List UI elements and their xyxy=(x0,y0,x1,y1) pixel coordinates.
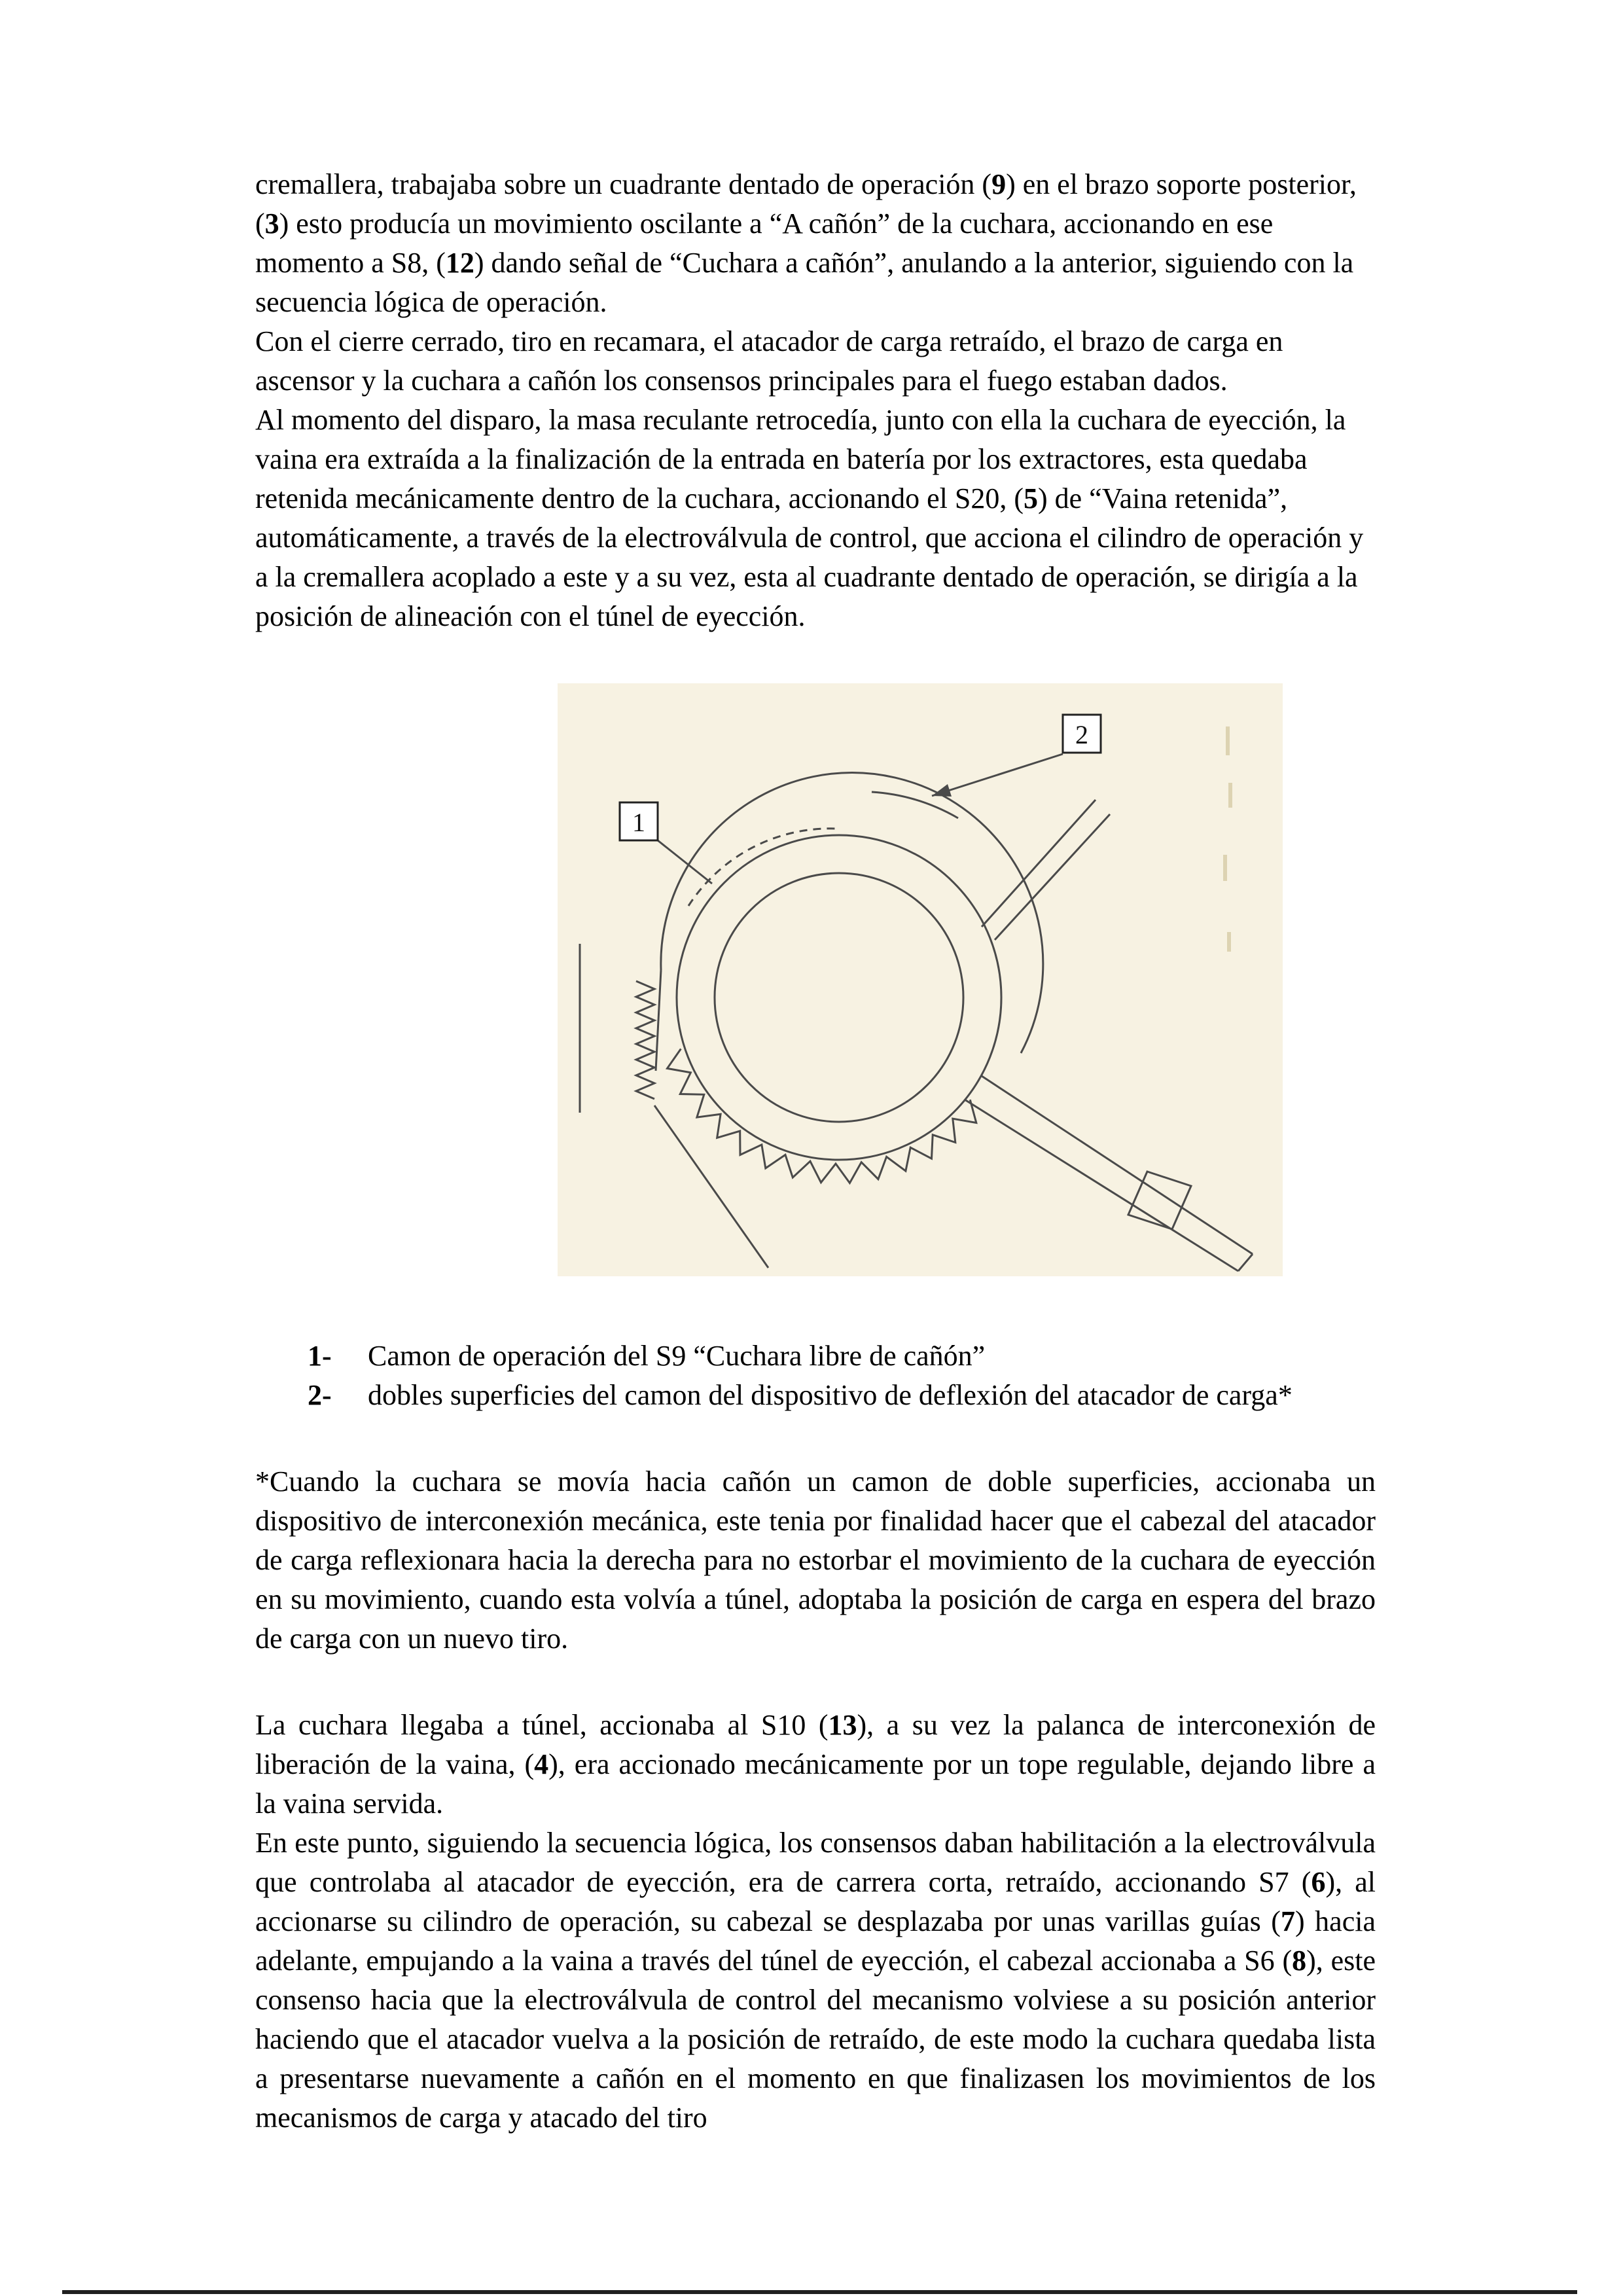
paragraph-cremallera: cremallera, trabajaba sobre un cuadrante dentado de operación (9) en el brazo soporte posterior, (3) esto producía un movimiento oscilante a “A cañón” de la cuchara, accionando en ese momento a S8, (12) dando señal de “Cuchara a cañón”, anulando a la anterior, siguiendo con la secuencia lógica de operación. xyxy=(255,168,1357,318)
paragraph-cuchara-tunel: La cuchara llegaba a túnel, accionaba al S10 (13), a su vez la palanca de interconexión de liberación de la vaina, (4), era accionado mecánicamente por un tope regulable, dejando libre a la vaina servida. xyxy=(255,1709,1376,1820)
list-item-text: dobles superficies del camon del dispositivo de deflexión del atacador de carga* xyxy=(368,1379,1293,1411)
figure-callout-2-label: 2 xyxy=(1075,720,1088,749)
paragraph-en-este-punto: En este punto, siguiendo la secuencia lógica, los consensos daban habilitación a la electroválvula que controlaba al atacador de eyección, era de carrera corta, retraído, accionando S7 (6), al accionarse su cilindro de operación, su cabezal se desplazaba por unas varillas guías (7) hacia adelante, empujando a la vaina a través del túnel de eyección, el cabezal accionaba a S6 (8), este consenso hacia que la electroválvula de control del mecanismo volviese a su posición anterior haciendo que el atacador vuelva a la posición de retraído, de este modo la cuchara quedaba lista a presentarse nuevamente a cañón en el momento en que finalizasen los movimientos de los mecanismos de carga y atacado del tiro xyxy=(255,1827,1376,2134)
list-item xyxy=(255,1376,1376,1415)
mechanism-diagram xyxy=(558,683,1283,1276)
scan-paper-background xyxy=(558,683,1283,1276)
scan-edge-line xyxy=(62,2290,1577,2294)
mechanism-figure xyxy=(558,683,1283,1276)
paragraph-cierre-cerrado: Con el cierre cerrado, tiro en recamara, el atacador de carga retraído, el brazo de carga en ascensor y la cuchara a cañón los consensos principales para el fuego estaban dados. xyxy=(255,325,1283,397)
document-page xyxy=(255,165,1376,2138)
list-item-text: Camon de operación del S9 “Cuchara libre de cañón” xyxy=(368,1340,986,1372)
list-item-number: 1- xyxy=(308,1340,332,1372)
list-item-number: 2- xyxy=(308,1379,332,1411)
paragraph-momento-disparo: Al momento del disparo, la masa reculante retrocedía, junto con ella la cuchara de eyección, la vaina era extraída a la finalización de la entrada en batería por los extractores, esta quedaba retenida mecánicamente dentro de la cuchara, accionando el S20, (5) de “Vaina retenida”, automáticamente, a través de la electroválvula de control, que acciona el cilindro de operación y a la cremallera acoplado a este y a su vez, esta al cuadrante dentado de operación, se dirigía a la posición de alineación con el túnel de eyección. xyxy=(255,404,1364,632)
figure-key-list xyxy=(255,1336,1376,1415)
intro-block xyxy=(255,165,1376,636)
closing-block xyxy=(255,1706,1376,2138)
paragraph-footnote-camon: *Cuando la cuchara se movía hacia cañón un camon de doble superficies, accionaba un dispositivo de interconexión mecánica, este tenia por finalidad hacer que el cabezal del atacador de carga reflexionara hacia la derecha para no estorbar el movimiento de la cuchara de eyección en su movimiento, cuando esta volvía a túnel, adoptaba la posición de carga en espera del brazo de carga con un nuevo tiro. xyxy=(255,1465,1376,1655)
figure-callout-1-label: 1 xyxy=(632,808,645,837)
list-item xyxy=(255,1336,1376,1376)
